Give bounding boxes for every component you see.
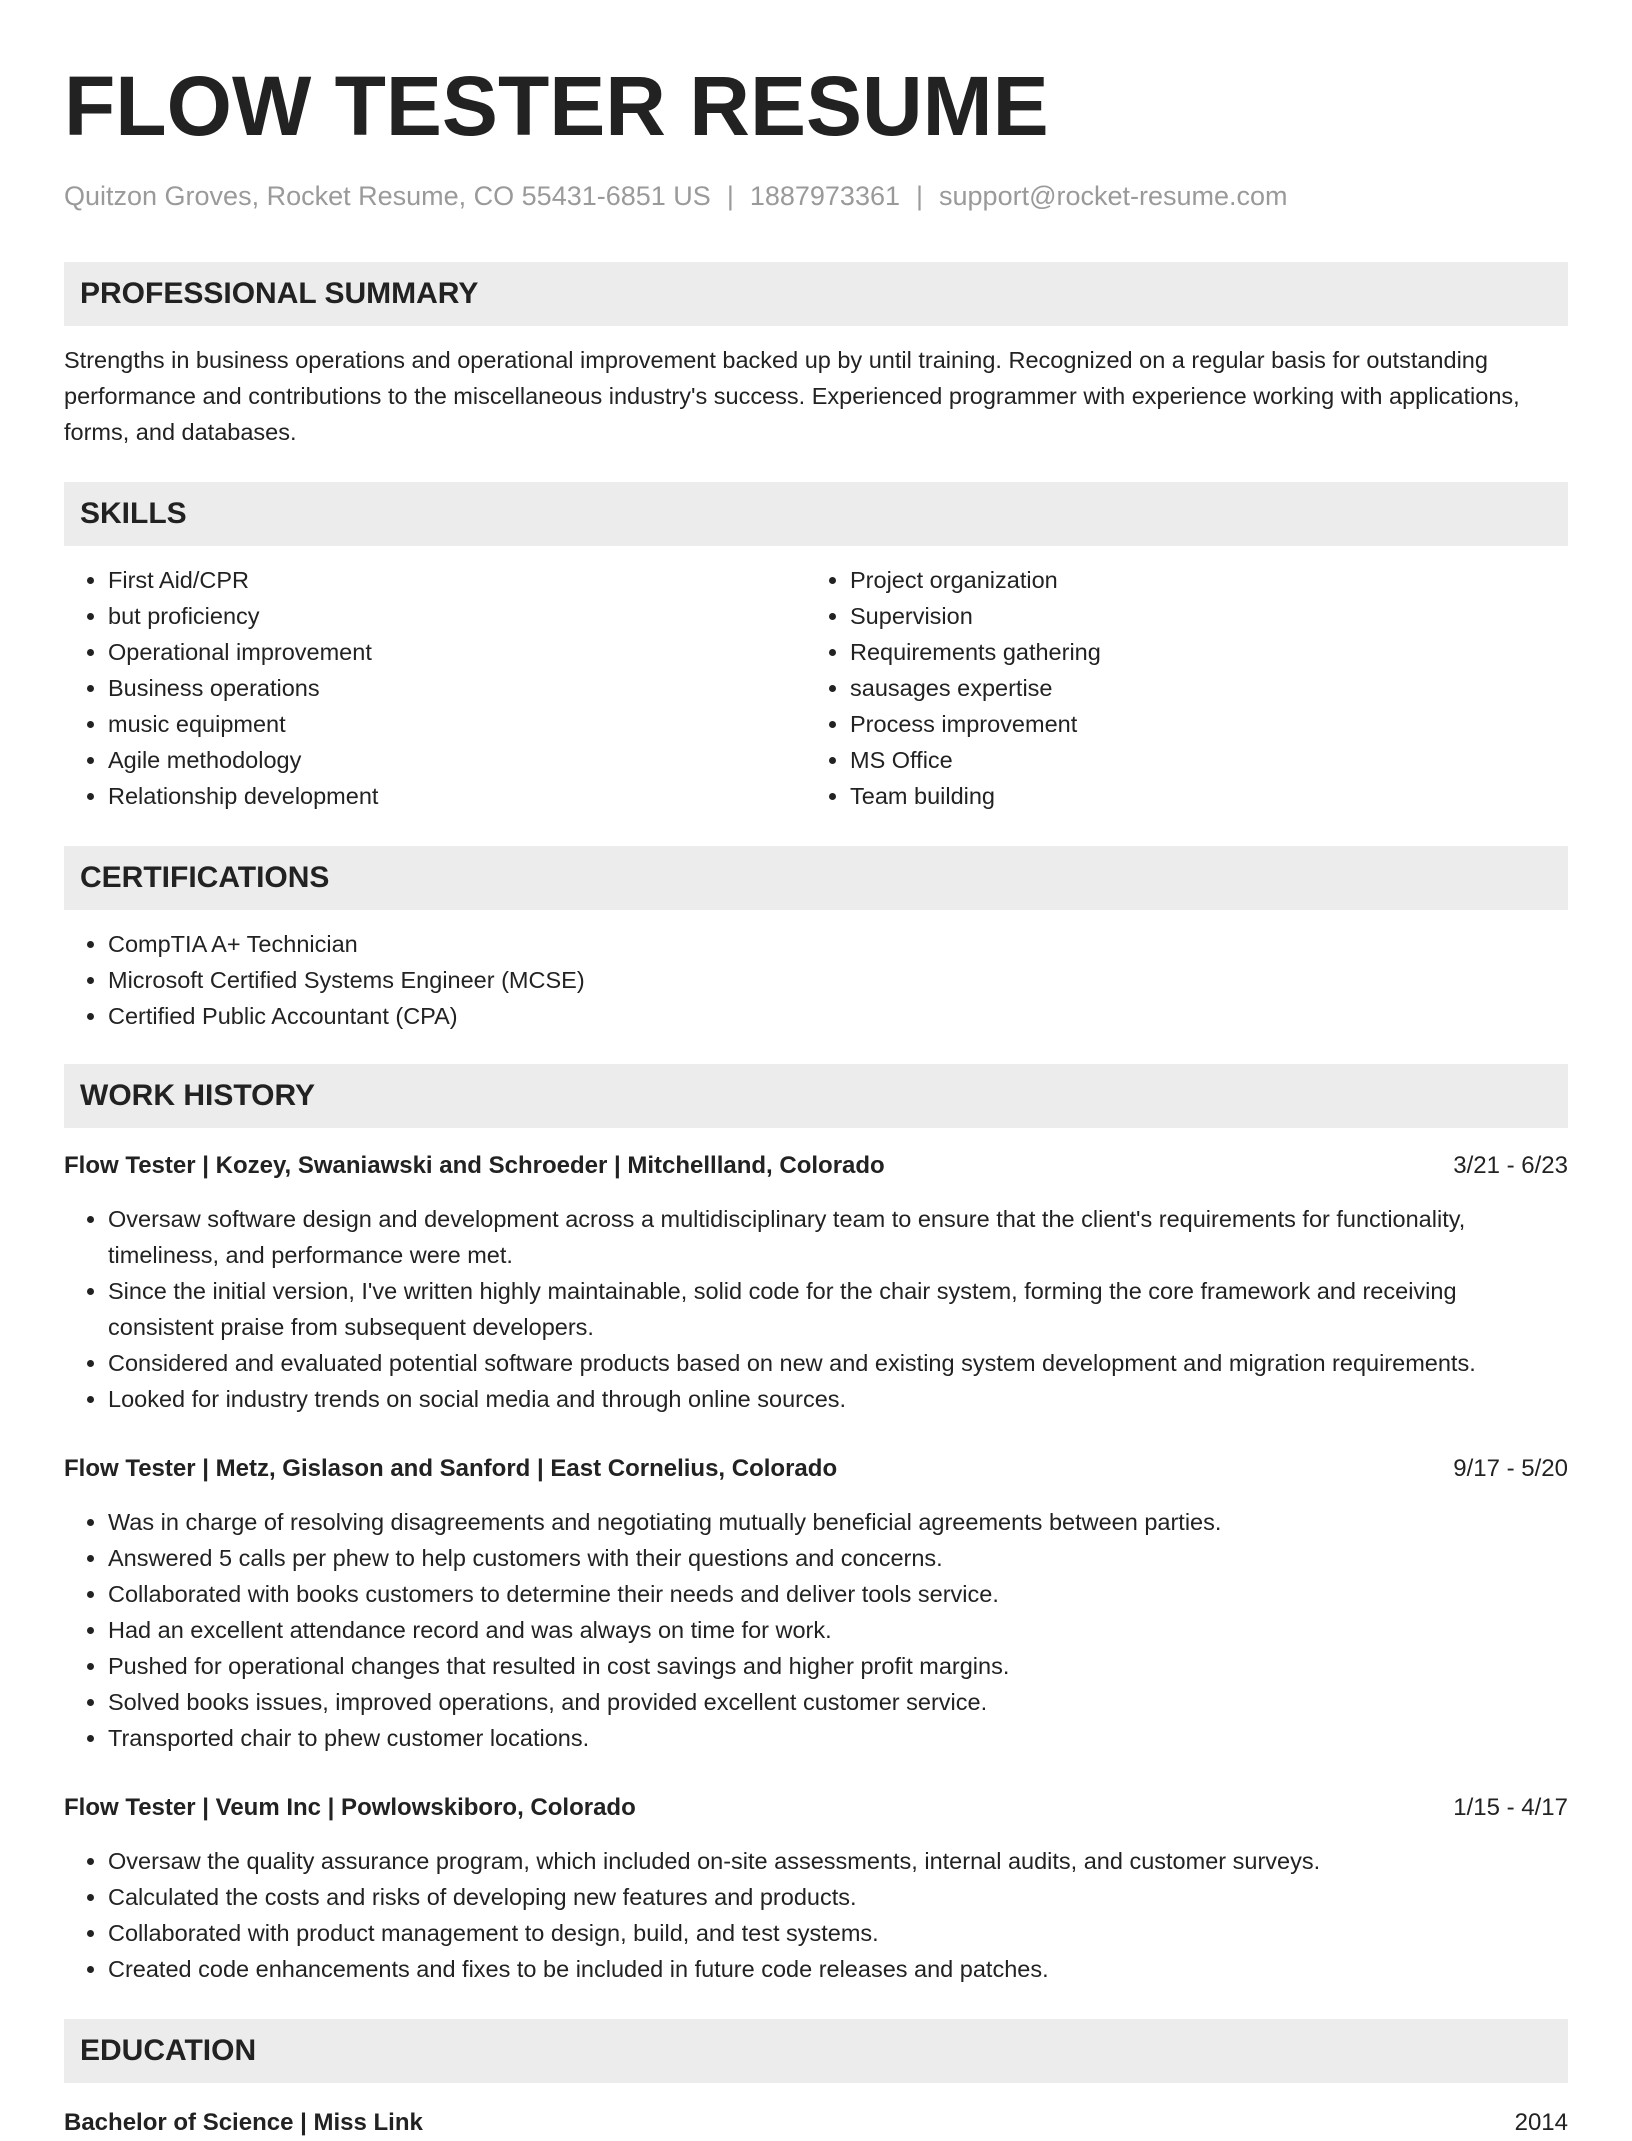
job-bullet: • Collaborated with books customers to determine their needs and deliver tools service. [108, 1576, 1568, 1612]
job-bullet: • Collaborated with product management to design, build, and test systems. [108, 1915, 1568, 1951]
contact-email: support@rocket-resume.com [939, 181, 1288, 211]
skill-item: • sausages expertise [850, 670, 1548, 706]
job-header [64, 1790, 1568, 1826]
skill-item: • but proficiency [108, 598, 806, 634]
certifications-heading: CERTIFICATIONS [64, 846, 1568, 910]
job-bullets [64, 1504, 1568, 1756]
resume-content [64, 52, 1568, 2141]
job-bullet: • Answered 5 calls per phew to help customers with their questions and concerns. [108, 1540, 1568, 1576]
job-bullet: • Was in charge of resolving disagreements and negotiating mutually beneficial agreements between parties. [108, 1504, 1568, 1540]
job-header [64, 1148, 1568, 1184]
skill-item: • Operational improvement [108, 634, 806, 670]
skills-column-right [806, 562, 1548, 814]
contact-phone: 1887973361 [749, 181, 900, 211]
contact-address: Quitzon Groves, Rocket Resume, CO 55431-6851 US [64, 181, 711, 211]
job-bullets [64, 1843, 1568, 1987]
certification-item: • Certified Public Accountant (CPA) [108, 998, 1568, 1034]
contact-separator: | [726, 181, 734, 211]
certification-item: • CompTIA A+ Technician [108, 926, 1568, 962]
job-bullet: • Pushed for operational changes that resulted in cost savings and higher profit margins. [108, 1648, 1568, 1684]
job-title: Flow Tester | Veum Inc | Powlowskiboro, Colorado [64, 1794, 636, 1821]
job-dates: 3/21 - 6/23 [1453, 1152, 1568, 1179]
skill-item: • Supervision [850, 598, 1548, 634]
job-bullet: • Solved books issues, improved operations, and provided excellent customer service. [108, 1684, 1568, 1720]
job-bullet: • Had an excellent attendance record and was always on time for work. [108, 1612, 1568, 1648]
job-title: Flow Tester | Metz, Gislason and Sanford | East Cornelius, Colorado [64, 1455, 838, 1482]
skills-list-right [806, 562, 1548, 814]
education-degree: Bachelor of Science | Miss Link [64, 2109, 423, 2136]
education-heading: EDUCATION [64, 2019, 1568, 2083]
skills-column-left [64, 562, 806, 814]
job-bullet: • Transported chair to phew customer locations. [108, 1720, 1568, 1756]
job-bullet: • Considered and evaluated potential software products based on new and existing system development and migration requirements. [108, 1345, 1568, 1381]
job-dates: 1/15 - 4/17 [1453, 1794, 1568, 1821]
job-bullets [64, 1201, 1568, 1417]
summary-text: Strengths in business operations and operational improvement backed up by until training. Recognized on a regular basis for outstanding performance and contributions to the miscellaneous industry's success. Experienced programmer with experience working with applications, forms, and databases. [64, 347, 1520, 445]
skill-item: • Requirements gathering [850, 634, 1548, 670]
job-entry [64, 1148, 1568, 1417]
job-bullet: • Oversaw software design and development across a multidisciplinary team to ensure that the client's requirements for functionality, timeliness, and performance were met. [108, 1201, 1568, 1273]
skill-item: • Process improvement [850, 706, 1548, 742]
skill-item: • music equipment [108, 706, 806, 742]
skill-item: • MS Office [850, 742, 1548, 778]
skill-item: • First Aid/CPR [108, 562, 806, 598]
job-bullet: • Looked for industry trends on social media and through online sources. [108, 1381, 1568, 1417]
skills-grid [64, 562, 1568, 814]
summary-heading: PROFESSIONAL SUMMARY [64, 262, 1568, 326]
job-bullet: • Created code enhancements and fixes to be included in future code releases and patches. [108, 1951, 1568, 1987]
education-year: 2014 [1514, 2109, 1568, 2136]
certification-item: • Microsoft Certified Systems Engineer (MCSE) [108, 962, 1568, 998]
skill-item: • Team building [850, 778, 1548, 814]
job-bullet: • Oversaw the quality assurance program, which included on-site assessments, internal audits, and customer surveys. [108, 1843, 1568, 1879]
skills-list-left [64, 562, 806, 814]
certifications-list [64, 926, 1568, 1034]
skill-item: • Relationship development [108, 778, 806, 814]
skill-item: • Agile methodology [108, 742, 806, 778]
job-entry [64, 1451, 1568, 1756]
skills-heading: SKILLS [64, 482, 1568, 546]
job-dates: 9/17 - 5/20 [1453, 1455, 1568, 1482]
job-title: Flow Tester | Kozey, Swaniawski and Schroeder | Mitchellland, Colorado [64, 1152, 885, 1179]
job-entry [64, 1790, 1568, 1987]
resume-title: FLOW TESTER RESUME [64, 59, 1049, 153]
education-entry [64, 2105, 1568, 2141]
skill-item: • Business operations [108, 670, 806, 706]
job-bullet: • Calculated the costs and risks of developing new features and products. [108, 1879, 1568, 1915]
skill-item: • Project organization [850, 562, 1548, 598]
job-header [64, 1451, 1568, 1487]
work-history-heading: WORK HISTORY [64, 1064, 1568, 1128]
contact-separator: | [916, 181, 924, 211]
contact-line [64, 178, 1568, 214]
job-bullet: • Since the initial version, I've written highly maintainable, solid code for the chair system, forming the core framework and receiving consistent praise from subsequent developers. [108, 1273, 1568, 1345]
